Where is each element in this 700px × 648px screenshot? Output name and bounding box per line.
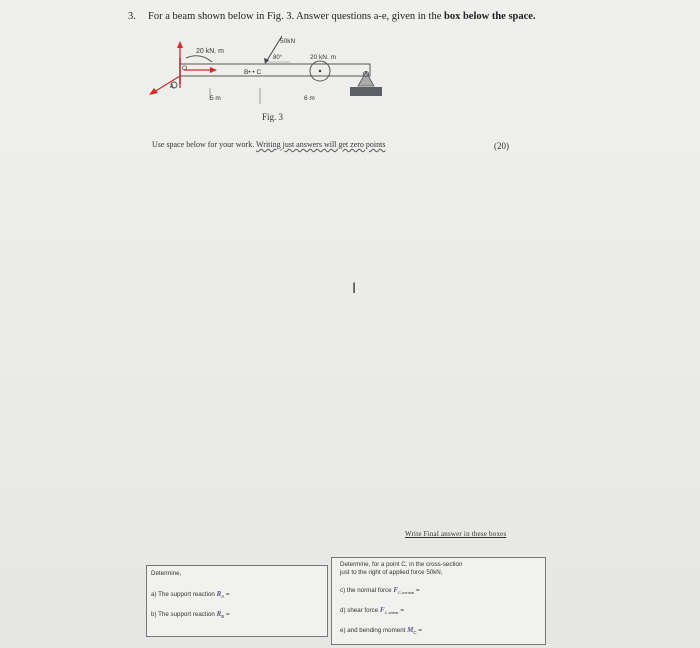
work-space-note-warning: Writing just answers will get zero points xyxy=(256,140,386,149)
answer-item-a-symbol: R xyxy=(216,590,222,598)
answer-item-b-equals: = xyxy=(224,611,230,618)
answer-item-d-subscript: C,shear xyxy=(384,610,399,616)
roller-support xyxy=(358,72,374,86)
answer-item-b-symbol: R xyxy=(216,610,222,618)
left-box-heading: Determine, xyxy=(151,570,182,577)
force-label: 50kN xyxy=(280,38,296,45)
work-space-note xyxy=(152,140,385,149)
answer-item-a-subscript: A xyxy=(221,594,225,600)
moment-right-label: 20 kN. m xyxy=(310,54,337,61)
answer-box-section-c[interactable] xyxy=(331,557,546,645)
figure-caption: Fig. 3 xyxy=(262,112,284,122)
support-ground xyxy=(350,87,382,96)
answer-item-a[interactable] xyxy=(151,590,230,599)
answer-item-c-subscript: C,normal xyxy=(397,590,415,596)
answer-item-e-equals: = xyxy=(416,627,422,634)
text-cursor-icon: I xyxy=(352,281,357,297)
answer-item-e-subscript: C xyxy=(413,630,417,636)
answer-item-b-text: b) The support reaction xyxy=(151,611,217,618)
answer-item-d-symbol: F xyxy=(379,606,385,614)
dimension-left-label: 5 m xyxy=(210,95,221,102)
points-b-c-label: B• • C xyxy=(244,69,262,76)
point-a-label: A xyxy=(170,84,174,90)
question-text-bold: box below the space. xyxy=(444,11,536,22)
moment-right-center xyxy=(319,70,321,72)
moment-left-arrow xyxy=(186,56,212,62)
question-points: (20) xyxy=(494,141,509,151)
reaction-arrow-diagonal-head xyxy=(149,88,158,95)
right-box-line-2: just to the right of applied force 50kN, xyxy=(340,569,443,576)
final-answer-title: Write Final answer in these boxes xyxy=(405,530,507,538)
answer-item-a-equals: = xyxy=(224,591,230,598)
reaction-arrow-horizontal-head xyxy=(210,67,217,73)
answer-item-c-text: c) the normal force xyxy=(340,587,394,594)
work-space-note-prefix: Use space below for your work. xyxy=(152,140,257,149)
angle-label: 80° xyxy=(273,55,283,61)
answer-item-d-text: d) shear force xyxy=(340,607,380,614)
dimension-right-label: 6 m xyxy=(304,95,315,102)
answer-item-d-equals: = xyxy=(398,607,404,614)
answer-item-c[interactable] xyxy=(340,586,420,595)
answer-item-c-equals: = xyxy=(414,587,420,594)
moment-left-label: 20 kN. m xyxy=(196,48,225,55)
answer-item-b-subscript: B xyxy=(221,614,225,620)
answer-item-c-symbol: F xyxy=(393,586,398,594)
reaction-arrow-diagonal xyxy=(154,76,180,92)
beam-figure xyxy=(140,30,400,122)
answer-item-d[interactable] xyxy=(340,606,404,615)
answer-item-a-text: a) The support reaction xyxy=(151,591,217,598)
reaction-arrow-vertical-head xyxy=(177,41,183,48)
question-text xyxy=(148,11,536,22)
answer-item-e-symbol: M xyxy=(407,626,414,634)
right-box-line-1: Determine, for a point C, in the cross-section xyxy=(340,561,463,568)
answer-item-e[interactable] xyxy=(340,626,422,635)
answer-box-reactions[interactable] xyxy=(146,565,328,637)
point-o-label: O xyxy=(182,65,188,72)
answer-item-e-text: e) and bending moment xyxy=(340,627,408,634)
question-text-main: For a beam shown below in Fig. 3. Answer questions a-e, given in the xyxy=(148,11,444,22)
answer-item-b[interactable] xyxy=(151,610,230,619)
question-number: 3. xyxy=(128,11,136,22)
